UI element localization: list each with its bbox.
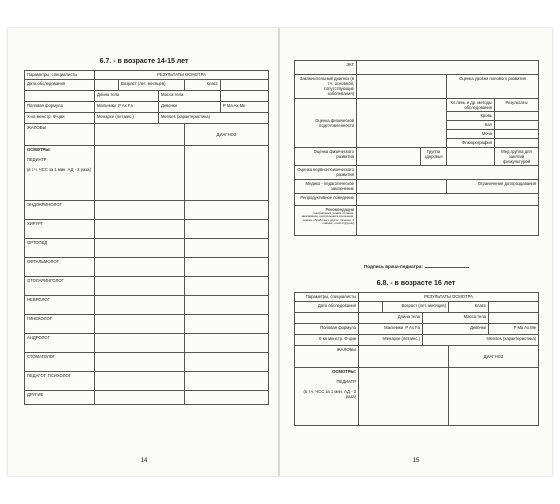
dentist-label: СТОМАТОЛОГ [25, 353, 95, 372]
repro-label: Репродуктивное поведение [295, 194, 357, 206]
pediatrician-result[interactable] [95, 146, 185, 201]
body-length-label-16: Длина тела [359, 313, 423, 324]
body-mass-value[interactable] [221, 91, 269, 102]
orthopedist-label: ОРТОПЕД [25, 239, 95, 258]
menstr-label: Х-ка менстр. Ф-ции [25, 113, 95, 124]
ecg-label: ЭКГ [295, 61, 357, 75]
phys-dev-value[interactable] [357, 99, 447, 148]
results-header: РЕЗУЛЬТАТЫ ОСМОТРА [95, 71, 269, 80]
ent-label: ОТОЛАРИНГОЛОГ [25, 277, 95, 296]
menses-label: Menses (характеристика) [159, 113, 269, 124]
signature-line[interactable] [425, 267, 469, 268]
menarche-label-16: Менархе (лет,мес.) [359, 335, 423, 346]
others-label: ДРУГИЕ [25, 391, 95, 405]
fluoro-label: Флюорография [447, 139, 495, 148]
diagnosis-label-16: ДИАГНОЗ [449, 346, 539, 368]
diagnosis-label: ДИАГНОЗ [185, 124, 269, 146]
exam-date-label-16: Дата обследования [295, 302, 359, 313]
repro-value[interactable] [357, 194, 539, 206]
body-index-label: Кл.пень и др. методы обследования [447, 99, 495, 112]
class-label: Класс [185, 80, 221, 91]
class-label-16: Класс [449, 302, 489, 313]
gynecologist-label: ГИНЕКОЛОГ [25, 315, 95, 334]
phys-eval-label: Оценка физического развития [295, 148, 357, 166]
right-page [280, 28, 552, 476]
right-page-number: 15 [412, 458, 420, 464]
phys-dev-label: Оценка физической подготовленности [295, 99, 357, 148]
sex-formula-label-16: Половая формула [295, 324, 359, 335]
phys-eval-value[interactable] [357, 148, 421, 166]
restriction-label: Ограничение дотороздавания [447, 180, 539, 194]
boys-label-16: Мальчики P Ax Fa [359, 324, 423, 335]
boys-label: Мальчики P Ax Fa [95, 102, 159, 113]
complaints-label-16: ЖАЛОБЫ [295, 346, 359, 368]
ecg-value[interactable] [357, 61, 539, 75]
exams-cell: ОСМОТРЫ: ПЕДИАТР (в т.ч. ЧСС за 1 мин. АД - 3 раза) [25, 146, 95, 201]
exams-cell-16: ОСМОТРЫ: ПЕДИАТР (в т.ч. ЧСС за 1 мин. АД - 3 раза) [295, 368, 359, 426]
body-length-label: Длина тела [95, 91, 159, 102]
health-group-label: Группа здоровья [421, 148, 447, 166]
neuro-eval-label: Оценка нервно-психического развития [295, 166, 357, 180]
pedagogue-label: ПЕДАГОГ, ПСИХОЛОГ [25, 372, 95, 391]
recommendations-value[interactable] [357, 206, 539, 236]
left-page [8, 28, 280, 476]
surgeon-label: ХИРУРГ [25, 220, 95, 239]
phys-group-label: Мед.группа для занятий физкультурой [495, 148, 539, 166]
right-summary-table [294, 60, 539, 236]
blood-label: Кровь [447, 112, 495, 121]
final-diagnosis-value[interactable] [357, 75, 447, 99]
final-diagnosis-label: Заключительный диагноз (в т.ч. основной, сопутствующие заболевания) [295, 75, 357, 99]
menses-label-16: Menses (характеристика) [423, 335, 539, 346]
menstr-label-16: Х-ка менстр. Ф-ции [295, 335, 359, 346]
left-exam-table [24, 70, 269, 405]
ophthalmologist-label: ОФТАЛЬМОЛОГ [25, 258, 95, 277]
results-label: Результаты [495, 99, 539, 112]
age-label-16: Возраст (лет, месяцев) [383, 302, 449, 313]
left-page-number: 14 [140, 458, 148, 464]
andrologist-label: АНДРОЛОГ [25, 334, 95, 353]
class-value[interactable] [221, 80, 269, 91]
booklet-spread [8, 28, 552, 476]
doctor-signature: Подпись врача-педиатра: [364, 264, 469, 269]
menarche-label: Менархе (лет,мес.) [95, 113, 159, 124]
medped-value[interactable] [357, 180, 447, 194]
sex-formula-label: Половая формула [25, 102, 95, 113]
body-mass-label: Масса тела [159, 91, 221, 102]
medped-label: Медико - педагогическое заключение [295, 180, 357, 194]
neuro-eval-value[interactable] [357, 166, 539, 180]
exam-date-value[interactable] [95, 80, 119, 91]
girls-label-16: Девочки [423, 324, 489, 335]
right-exam-table [294, 292, 539, 426]
left-page-title: 6.7. - в возрасте 14-15 лет [99, 58, 189, 65]
girls-codes-16: P Ma Ax Me [489, 324, 539, 335]
girls-label: Девочки [159, 102, 221, 113]
complaints-value[interactable] [95, 124, 185, 146]
age-label: Возраст (лет, месяцев) [119, 80, 185, 91]
pediatrician-diagnosis[interactable] [185, 146, 269, 201]
urine-label: Кал [447, 121, 495, 130]
sexual-dev-label: Оценка уровня полового развития [447, 75, 539, 99]
params-header-16: Параметры, специалисты [295, 293, 359, 302]
body-mass-label-16: Масса тела [423, 313, 489, 324]
recommendations-cell: Рекомендации (направления, режим, питание, закаливание, контрольная в отношении, оценка, обработка и другое, лечение, 2 главных, отказ и другие) [295, 206, 357, 236]
results-header-16: РЕЗУЛЬТАТЫ ОСМОТРА [359, 293, 539, 302]
endocrinologist-label: ЭНДОКРИНОЛОГ [25, 201, 95, 220]
girls-codes: P Ma Ax Me [221, 102, 269, 113]
right-page-title: 6.8. - в возрасте 16 лет [376, 280, 456, 287]
complaints-label: ЖАЛОБЫ [25, 124, 95, 146]
feces-label: Моча [447, 130, 495, 139]
neurologist-label: НЕВРОЛОГ [25, 296, 95, 315]
exam-date-label: Дата обследования [25, 80, 95, 91]
params-header: Параметры, специалисты [25, 71, 95, 80]
